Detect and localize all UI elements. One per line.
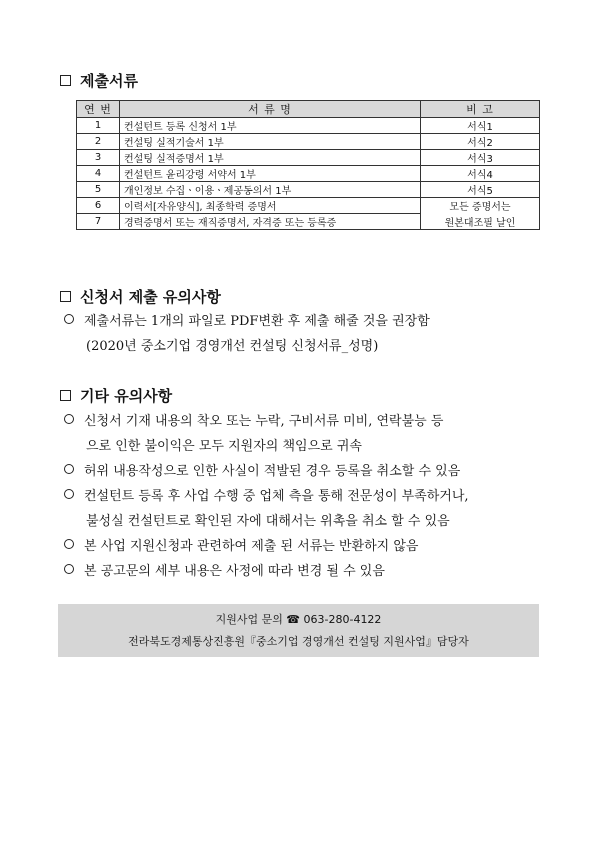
row-document-name: 컨설턴트 윤리강령 서약서 1부: [120, 166, 421, 182]
row-note: 원본대조필 날인: [421, 214, 540, 230]
square-bullet-icon: [60, 390, 71, 401]
section-title-documents: [60, 70, 138, 91]
table-row: [77, 118, 540, 134]
section-title-other-notes: [60, 385, 172, 406]
section-title-text: 기타 유의사항: [80, 387, 173, 405]
circle-bullet-icon: [64, 414, 74, 424]
documents-table: [76, 100, 540, 230]
table-row: [77, 182, 540, 198]
list-item: [64, 485, 554, 510]
table-header-row: [77, 101, 540, 118]
list-item: [64, 410, 554, 435]
table-row: [77, 214, 540, 230]
contact-phone-line: 지원사업 문의 ☎ 063-280-4122: [215, 613, 382, 626]
list-item: [64, 560, 554, 585]
list-item-text: 신청서 기재 내용의 착오 또는 누락, 구비서류 미비, 연락불능 등: [84, 414, 444, 429]
contact-org-line: 전라북도경제통상진흥원『중소기업 경영개선 컨설팅 지원사업』담당자: [128, 635, 469, 648]
row-document-name: 컨설턴트 등록 신청서 1부: [120, 118, 421, 134]
header-note: 비 고: [421, 101, 540, 118]
row-note: 서식5: [421, 182, 540, 198]
section-title-text: 신청서 제출 유의사항: [80, 288, 221, 306]
square-bullet-icon: [60, 291, 71, 302]
row-document-name: 컨설팅 실적증명서 1부: [120, 150, 421, 166]
list-item-text: 제출서류는 1개의 파일로 PDF변환 후 제출 해줄 것을 권장함: [84, 314, 430, 329]
list-item-continuation: [64, 335, 554, 360]
list-item-text: 컨설턴트 등록 후 사업 수행 중 업체 측을 통해 전문성이 부족하거나,: [84, 489, 469, 504]
row-note: 서식1: [421, 118, 540, 134]
section-title-text: 제출서류: [80, 72, 138, 90]
circle-bullet-icon: [64, 489, 74, 499]
list-item-continuation: [64, 510, 554, 535]
list-item-text: 본 사업 지원신청과 관련하여 제출 된 서류는 반환하지 않음: [84, 539, 419, 554]
row-document-name: 이력서[자유양식], 최종학력 증명서: [120, 198, 421, 214]
row-number: 2: [77, 134, 120, 150]
circle-bullet-icon: [64, 314, 74, 324]
list-item-continuation: [64, 435, 554, 460]
list-item-text: (2020년 중소기업 경영개선 컨설팅 신청서류_성명): [86, 339, 379, 354]
list-item-text: 본 공고문의 세부 내용은 사정에 따라 변경 될 수 있음: [84, 564, 385, 579]
list-item-text: 불성실 컨설턴트로 확인된 자에 대해서는 위촉을 취소 할 수 있음: [86, 514, 450, 529]
row-document-name: 개인정보 수집ㆍ이용ㆍ제공동의서 1부: [120, 182, 421, 198]
row-number: 3: [77, 150, 120, 166]
list-item: [64, 460, 554, 485]
header-document-name: 서 류 명: [120, 101, 421, 118]
list-item: [64, 535, 554, 560]
submission-notes-list: [64, 310, 554, 360]
square-bullet-icon: [60, 75, 71, 86]
circle-bullet-icon: [64, 464, 74, 474]
section-title-submission-notes: [60, 286, 221, 307]
row-note: 서식3: [421, 150, 540, 166]
circle-bullet-icon: [64, 564, 74, 574]
row-document-name: 경력증명서 또는 재직증명서, 자격증 또는 등록증: [120, 214, 421, 230]
row-number: 6: [77, 198, 120, 214]
row-note: 서식4: [421, 166, 540, 182]
list-item-text: 으로 인한 불이익은 모두 지원자의 책임으로 귀속: [86, 439, 362, 454]
list-item: [64, 310, 554, 335]
header-number: 연 번: [77, 101, 120, 118]
contact-box: [58, 604, 539, 657]
circle-bullet-icon: [64, 539, 74, 549]
table-row: [77, 150, 540, 166]
row-number: 5: [77, 182, 120, 198]
other-notes-list: [64, 410, 554, 585]
row-number: 4: [77, 166, 120, 182]
row-number: 1: [77, 118, 120, 134]
list-item-text: 허위 내용작성으로 인한 사실이 적발된 경우 등록을 취소할 수 있음: [84, 464, 461, 479]
row-note: 서식2: [421, 134, 540, 150]
table-row: [77, 198, 540, 214]
row-note: 모든 증명서는: [421, 198, 540, 214]
table-row: [77, 166, 540, 182]
table-row: [77, 134, 540, 150]
row-number: 7: [77, 214, 120, 230]
row-document-name: 컨설팅 실적기술서 1부: [120, 134, 421, 150]
